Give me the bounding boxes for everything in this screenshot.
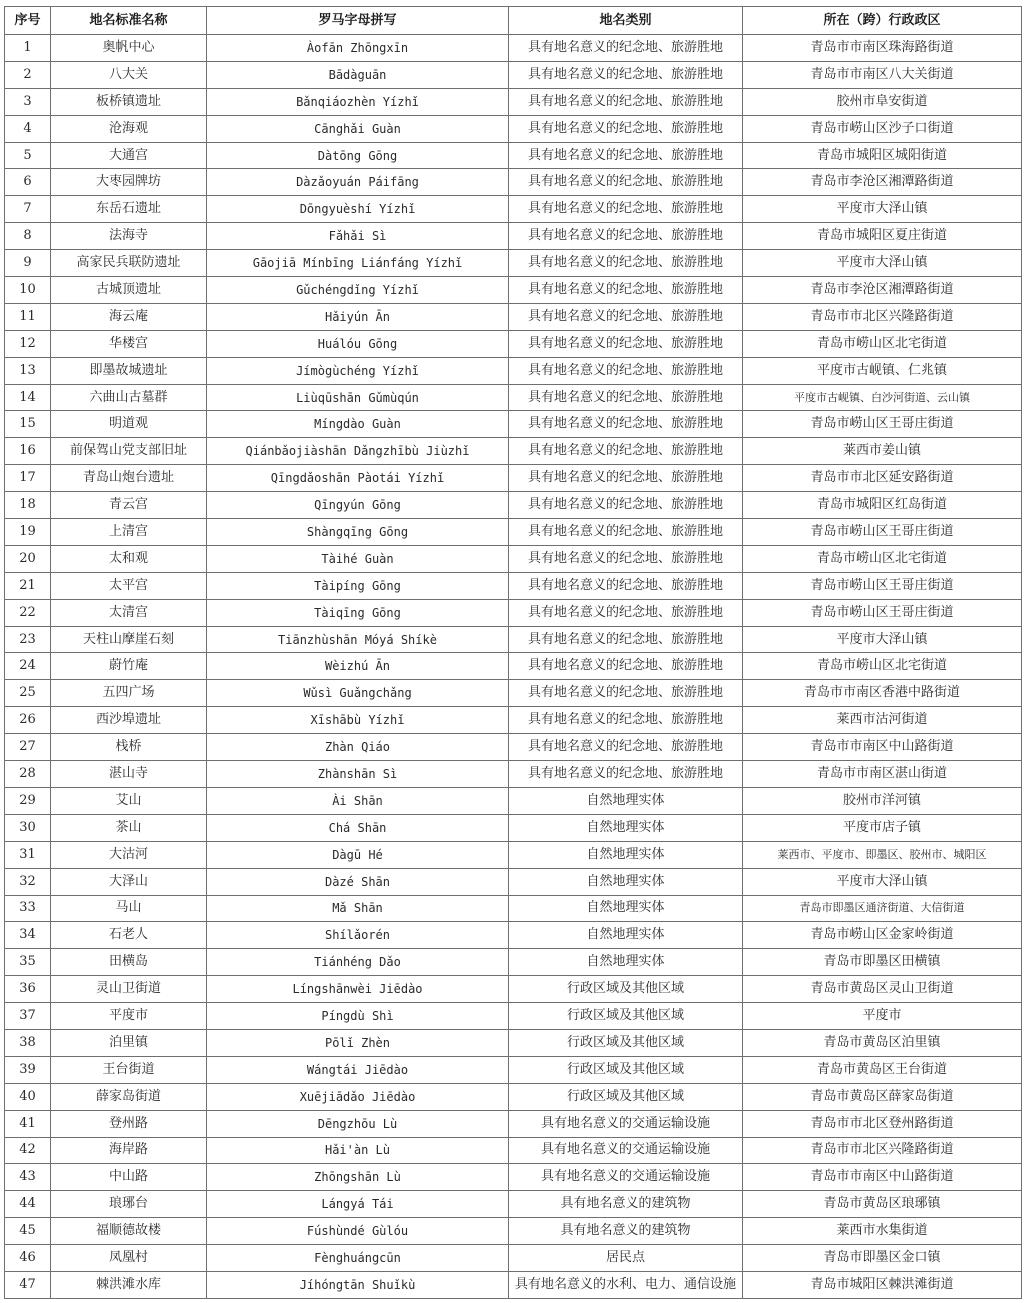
- cell-name: 海云庵: [51, 303, 207, 330]
- header-category: 地名类别: [509, 7, 743, 35]
- cell-category: 具有地名意义的纪念地、旅游胜地: [509, 707, 743, 734]
- cell-name: 王台街道: [51, 1056, 207, 1083]
- cell-category: 行政区域及其他区域: [509, 1029, 743, 1056]
- cell-region: 青岛市黄岛区王台街道: [743, 1056, 1022, 1083]
- cell-region: 青岛市市南区珠海路街道: [743, 35, 1022, 62]
- cell-region: 平度市大泽山镇: [743, 196, 1022, 223]
- table-row: [5, 922, 1022, 949]
- cell-index: 22: [5, 599, 51, 626]
- table-row: [5, 438, 1022, 465]
- cell-roman: Pōlǐ Zhèn: [207, 1029, 509, 1056]
- table-row: [5, 1164, 1022, 1191]
- cell-index: 21: [5, 572, 51, 599]
- table-row: [5, 1110, 1022, 1137]
- cell-roman: Tiánhéng Dǎo: [207, 949, 509, 976]
- cell-region: 青岛市城阳区红岛街道: [743, 492, 1022, 519]
- table-row: [5, 1083, 1022, 1110]
- cell-index: 13: [5, 357, 51, 384]
- table-row: [5, 465, 1022, 492]
- cell-category: 具有地名意义的纪念地、旅游胜地: [509, 680, 743, 707]
- cell-category: 具有地名意义的纪念地、旅游胜地: [509, 761, 743, 788]
- cell-roman: Wángtái Jiēdào: [207, 1056, 509, 1083]
- cell-category: 具有地名意义的纪念地、旅游胜地: [509, 572, 743, 599]
- cell-name: 琅琊台: [51, 1191, 207, 1218]
- cell-name: 栈桥: [51, 734, 207, 761]
- cell-name: 前保驾山党支部旧址: [51, 438, 207, 465]
- table-row: [5, 895, 1022, 922]
- cell-name: 石老人: [51, 922, 207, 949]
- cell-name: 大沽河: [51, 841, 207, 868]
- cell-roman: Qiánbǎojiàshān Dǎngzhībù Jiùzhǐ: [207, 438, 509, 465]
- cell-roman: Lángyá Tái: [207, 1191, 509, 1218]
- cell-region: 平度市大泽山镇: [743, 250, 1022, 277]
- cell-category: 具有地名意义的纪念地、旅游胜地: [509, 223, 743, 250]
- cell-index: 37: [5, 1003, 51, 1030]
- cell-region: 青岛市市北区兴隆路街道: [743, 303, 1022, 330]
- table-row: [5, 115, 1022, 142]
- cell-category: 具有地名意义的纪念地、旅游胜地: [509, 35, 743, 62]
- cell-category: 具有地名意义的纪念地、旅游胜地: [509, 169, 743, 196]
- table-header: [5, 7, 1022, 35]
- cell-name: 法海寺: [51, 223, 207, 250]
- table-row: [5, 61, 1022, 88]
- cell-roman: Jíhóngtān Shuǐkù: [207, 1271, 509, 1298]
- cell-roman: Língshānwèi Jiēdào: [207, 976, 509, 1003]
- cell-name: 板桥镇遗址: [51, 88, 207, 115]
- cell-region: 青岛市崂山区金家岭街道: [743, 922, 1022, 949]
- cell-name: 大通宫: [51, 142, 207, 169]
- cell-roman: Tiānzhùshān Móyá Shíkè: [207, 626, 509, 653]
- cell-index: 19: [5, 519, 51, 546]
- cell-name: 中山路: [51, 1164, 207, 1191]
- cell-name: 太和观: [51, 545, 207, 572]
- cell-name: 棘洪滩水库: [51, 1271, 207, 1298]
- cell-index: 33: [5, 895, 51, 922]
- cell-index: 44: [5, 1191, 51, 1218]
- cell-region: 胶州市洋河镇: [743, 787, 1022, 814]
- cell-name: 东岳石遗址: [51, 196, 207, 223]
- cell-index: 28: [5, 761, 51, 788]
- cell-name: 大枣园牌坊: [51, 169, 207, 196]
- cell-region: 平度市店子镇: [743, 814, 1022, 841]
- header-roman: 罗马字母拼写: [207, 7, 509, 35]
- cell-region: 青岛市黄岛区琅琊镇: [743, 1191, 1022, 1218]
- cell-index: 34: [5, 922, 51, 949]
- cell-name: 青云宫: [51, 492, 207, 519]
- cell-roman: Àofān Zhōngxīn: [207, 35, 509, 62]
- cell-roman: Dōngyuèshí Yízhǐ: [207, 196, 509, 223]
- cell-category: 具有地名意义的纪念地、旅游胜地: [509, 142, 743, 169]
- cell-category: 自然地理实体: [509, 868, 743, 895]
- cell-category: 居民点: [509, 1245, 743, 1272]
- cell-region: 莱西市、平度市、即墨区、胶州市、城阳区: [743, 841, 1022, 868]
- cell-roman: Xuējiādǎo Jiēdào: [207, 1083, 509, 1110]
- cell-name: 上清宫: [51, 519, 207, 546]
- table-row: [5, 35, 1022, 62]
- table-row: [5, 1271, 1022, 1298]
- cell-region: 青岛市市北区登州路街道: [743, 1110, 1022, 1137]
- table-row: [5, 169, 1022, 196]
- cell-name: 田横岛: [51, 949, 207, 976]
- cell-index: 29: [5, 787, 51, 814]
- cell-index: 2: [5, 61, 51, 88]
- cell-name: 福顺德故楼: [51, 1218, 207, 1245]
- cell-name: 奥帆中心: [51, 35, 207, 62]
- cell-category: 具有地名意义的纪念地、旅游胜地: [509, 438, 743, 465]
- cell-roman: Liùqūshān Gǔmùqún: [207, 384, 509, 411]
- cell-region: 青岛市崂山区北宅街道: [743, 653, 1022, 680]
- cell-index: 3: [5, 88, 51, 115]
- cell-category: 具有地名意义的纪念地、旅游胜地: [509, 330, 743, 357]
- cell-index: 45: [5, 1218, 51, 1245]
- cell-category: 具有地名意义的纪念地、旅游胜地: [509, 411, 743, 438]
- cell-index: 46: [5, 1245, 51, 1272]
- cell-category: 具有地名意义的水利、电力、通信设施: [509, 1271, 743, 1298]
- cell-region: 莱西市水集街道: [743, 1218, 1022, 1245]
- cell-index: 12: [5, 330, 51, 357]
- cell-name: 泊里镇: [51, 1029, 207, 1056]
- cell-category: 具有地名意义的纪念地、旅游胜地: [509, 492, 743, 519]
- cell-category: 具有地名意义的纪念地、旅游胜地: [509, 519, 743, 546]
- cell-name: 天柱山摩崖石刻: [51, 626, 207, 653]
- cell-category: 具有地名意义的建筑物: [509, 1218, 743, 1245]
- cell-index: 27: [5, 734, 51, 761]
- cell-category: 行政区域及其他区域: [509, 1083, 743, 1110]
- table-row: [5, 1029, 1022, 1056]
- cell-category: 行政区域及其他区域: [509, 1056, 743, 1083]
- table-row: [5, 868, 1022, 895]
- cell-region: 青岛市市南区湛山街道: [743, 761, 1022, 788]
- cell-region: 青岛市黄岛区薛家岛街道: [743, 1083, 1022, 1110]
- table-row: [5, 303, 1022, 330]
- header-row: [5, 7, 1022, 35]
- table-row: [5, 411, 1022, 438]
- cell-roman: Wèizhú Ān: [207, 653, 509, 680]
- cell-roman: Píngdù Shì: [207, 1003, 509, 1030]
- table-row: [5, 277, 1022, 304]
- table-row: [5, 384, 1022, 411]
- cell-index: 26: [5, 707, 51, 734]
- cell-roman: Dàzǎoyuán Páifāng: [207, 169, 509, 196]
- cell-category: 具有地名意义的纪念地、旅游胜地: [509, 61, 743, 88]
- table-row: [5, 1137, 1022, 1164]
- cell-name: 西沙埠遗址: [51, 707, 207, 734]
- cell-region: 青岛市崂山区王哥庄街道: [743, 519, 1022, 546]
- table-row: [5, 626, 1022, 653]
- cell-roman: Tàipíng Gōng: [207, 572, 509, 599]
- table-row: [5, 330, 1022, 357]
- table-row: [5, 1245, 1022, 1272]
- cell-category: 具有地名意义的纪念地、旅游胜地: [509, 250, 743, 277]
- cell-name: 平度市: [51, 1003, 207, 1030]
- table-row: [5, 88, 1022, 115]
- cell-category: 具有地名意义的纪念地、旅游胜地: [509, 277, 743, 304]
- table-row: [5, 223, 1022, 250]
- cell-category: 行政区域及其他区域: [509, 1003, 743, 1030]
- table-row: [5, 841, 1022, 868]
- table-row: [5, 653, 1022, 680]
- table-row: [5, 599, 1022, 626]
- header-region: 所在（跨）行政政区: [743, 7, 1022, 35]
- cell-name: 登州路: [51, 1110, 207, 1137]
- cell-region: 平度市: [743, 1003, 1022, 1030]
- cell-name: 明道观: [51, 411, 207, 438]
- cell-roman: Míngdào Guàn: [207, 411, 509, 438]
- cell-name: 六曲山古墓群: [51, 384, 207, 411]
- cell-roman: Qīngyún Gōng: [207, 492, 509, 519]
- table-row: [5, 492, 1022, 519]
- table-row: [5, 707, 1022, 734]
- table-row: [5, 734, 1022, 761]
- cell-index: 7: [5, 196, 51, 223]
- cell-region: 青岛市城阳区夏庄街道: [743, 223, 1022, 250]
- cell-category: 自然地理实体: [509, 841, 743, 868]
- cell-region: 青岛市即墨区通济街道、大信街道: [743, 895, 1022, 922]
- table-row: [5, 1003, 1022, 1030]
- cell-index: 14: [5, 384, 51, 411]
- cell-roman: Bādàguān: [207, 61, 509, 88]
- cell-index: 41: [5, 1110, 51, 1137]
- cell-category: 行政区域及其他区域: [509, 976, 743, 1003]
- cell-category: 自然地理实体: [509, 787, 743, 814]
- cell-region: 青岛市崂山区北宅街道: [743, 330, 1022, 357]
- cell-index: 17: [5, 465, 51, 492]
- table-row: [5, 196, 1022, 223]
- cell-index: 11: [5, 303, 51, 330]
- cell-region: 青岛市崂山区北宅街道: [743, 545, 1022, 572]
- header-index: 序号: [5, 7, 51, 35]
- cell-roman: Shílǎorén: [207, 922, 509, 949]
- cell-region: 青岛市崂山区王哥庄街道: [743, 572, 1022, 599]
- cell-category: 具有地名意义的纪念地、旅游胜地: [509, 303, 743, 330]
- cell-name: 湛山寺: [51, 761, 207, 788]
- cell-category: 自然地理实体: [509, 895, 743, 922]
- cell-category: 具有地名意义的交通运输设施: [509, 1164, 743, 1191]
- cell-index: 18: [5, 492, 51, 519]
- cell-category: 具有地名意义的纪念地、旅游胜地: [509, 626, 743, 653]
- cell-category: 自然地理实体: [509, 949, 743, 976]
- cell-name: 沧海观: [51, 115, 207, 142]
- cell-region: 青岛市黄岛区灵山卫街道: [743, 976, 1022, 1003]
- cell-region: 莱西市沽河街道: [743, 707, 1022, 734]
- table-row: [5, 142, 1022, 169]
- cell-region: 青岛市市南区香港中路街道: [743, 680, 1022, 707]
- cell-category: 自然地理实体: [509, 814, 743, 841]
- cell-index: 47: [5, 1271, 51, 1298]
- cell-roman: Zhàn Qiáo: [207, 734, 509, 761]
- cell-index: 20: [5, 545, 51, 572]
- table-row: [5, 1218, 1022, 1245]
- cell-region: 青岛市市南区中山路街道: [743, 1164, 1022, 1191]
- cell-category: 具有地名意义的纪念地、旅游胜地: [509, 88, 743, 115]
- cell-name: 八大关: [51, 61, 207, 88]
- table-row: [5, 519, 1022, 546]
- table-body: [5, 35, 1022, 1299]
- cell-category: 具有地名意义的纪念地、旅游胜地: [509, 545, 743, 572]
- cell-index: 10: [5, 277, 51, 304]
- cell-roman: Zhōngshān Lù: [207, 1164, 509, 1191]
- cell-region: 青岛市崂山区沙子口街道: [743, 115, 1022, 142]
- cell-name: 艾山: [51, 787, 207, 814]
- table-row: [5, 680, 1022, 707]
- cell-category: 具有地名意义的交通运输设施: [509, 1110, 743, 1137]
- table-row: [5, 814, 1022, 841]
- cell-name: 五四广场: [51, 680, 207, 707]
- cell-index: 42: [5, 1137, 51, 1164]
- cell-category: 具有地名意义的纪念地、旅游胜地: [509, 384, 743, 411]
- table-row: [5, 949, 1022, 976]
- cell-name: 古城顶遗址: [51, 277, 207, 304]
- table-row: [5, 357, 1022, 384]
- cell-region: 青岛市黄岛区泊里镇: [743, 1029, 1022, 1056]
- cell-category: 具有地名意义的建筑物: [509, 1191, 743, 1218]
- cell-name: 华楼宫: [51, 330, 207, 357]
- table-row: [5, 787, 1022, 814]
- cell-roman: Hǎi'àn Lù: [207, 1137, 509, 1164]
- cell-region: 青岛市市北区延安路街道: [743, 465, 1022, 492]
- cell-roman: Cānghǎi Guàn: [207, 115, 509, 142]
- cell-roman: Chá Shān: [207, 814, 509, 841]
- cell-region: 平度市大泽山镇: [743, 868, 1022, 895]
- cell-roman: Xīshābù Yízhǐ: [207, 707, 509, 734]
- cell-region: 莱西市姜山镇: [743, 438, 1022, 465]
- cell-name: 即墨故城遗址: [51, 357, 207, 384]
- cell-index: 8: [5, 223, 51, 250]
- cell-roman: Fǎhǎi Sì: [207, 223, 509, 250]
- table-row: [5, 976, 1022, 1003]
- cell-roman: Gǔchéngdǐng Yízhǐ: [207, 277, 509, 304]
- table-row: [5, 761, 1022, 788]
- cell-region: 平度市古岘镇、白沙河街道、云山镇: [743, 384, 1022, 411]
- cell-name: 海岸路: [51, 1137, 207, 1164]
- cell-index: 5: [5, 142, 51, 169]
- cell-index: 16: [5, 438, 51, 465]
- cell-category: 具有地名意义的纪念地、旅游胜地: [509, 465, 743, 492]
- cell-roman: Dēngzhōu Lù: [207, 1110, 509, 1137]
- cell-roman: Shàngqīng Gōng: [207, 519, 509, 546]
- cell-index: 40: [5, 1083, 51, 1110]
- cell-region: 青岛市即墨区金口镇: [743, 1245, 1022, 1272]
- cell-index: 38: [5, 1029, 51, 1056]
- cell-roman: Gāojiā Mínbīng Liánfáng Yízhǐ: [207, 250, 509, 277]
- cell-roman: Qīngdǎoshān Pàotái Yízhǐ: [207, 465, 509, 492]
- cell-roman: Ài Shān: [207, 787, 509, 814]
- cell-index: 23: [5, 626, 51, 653]
- cell-name: 茶山: [51, 814, 207, 841]
- cell-region: 青岛市市南区中山路街道: [743, 734, 1022, 761]
- cell-region: 青岛市崂山区王哥庄街道: [743, 599, 1022, 626]
- table-row: [5, 250, 1022, 277]
- cell-roman: Tàiqīng Gōng: [207, 599, 509, 626]
- cell-region: 青岛市即墨区田横镇: [743, 949, 1022, 976]
- cell-category: 具有地名意义的纪念地、旅游胜地: [509, 115, 743, 142]
- cell-index: 31: [5, 841, 51, 868]
- cell-region: 青岛市市北区兴隆路街道: [743, 1137, 1022, 1164]
- cell-region: 青岛市李沧区湘潭路街道: [743, 169, 1022, 196]
- cell-name: 凤凰村: [51, 1245, 207, 1272]
- cell-category: 具有地名意义的纪念地、旅游胜地: [509, 653, 743, 680]
- cell-region: 青岛市市南区八大关街道: [743, 61, 1022, 88]
- cell-name: 大泽山: [51, 868, 207, 895]
- cell-roman: Hǎiyún Ān: [207, 303, 509, 330]
- cell-name: 灵山卫街道: [51, 976, 207, 1003]
- cell-region: 平度市古岘镇、仁兆镇: [743, 357, 1022, 384]
- cell-index: 39: [5, 1056, 51, 1083]
- cell-roman: Fúshùndé Gùlóu: [207, 1218, 509, 1245]
- cell-category: 具有地名意义的纪念地、旅游胜地: [509, 196, 743, 223]
- cell-category: 具有地名意义的交通运输设施: [509, 1137, 743, 1164]
- table-row: [5, 545, 1022, 572]
- cell-roman: Huálóu Gōng: [207, 330, 509, 357]
- table-row: [5, 1191, 1022, 1218]
- cell-name: 青岛山炮台遗址: [51, 465, 207, 492]
- cell-index: 9: [5, 250, 51, 277]
- cell-index: 25: [5, 680, 51, 707]
- cell-region: 青岛市城阳区棘洪滩街道: [743, 1271, 1022, 1298]
- table-row: [5, 572, 1022, 599]
- cell-index: 15: [5, 411, 51, 438]
- cell-index: 36: [5, 976, 51, 1003]
- table-row: [5, 1056, 1022, 1083]
- cell-region: 胶州市阜安街道: [743, 88, 1022, 115]
- cell-region: 青岛市城阳区城阳街道: [743, 142, 1022, 169]
- cell-roman: Dàzé Shān: [207, 868, 509, 895]
- cell-roman: Dàgū Hé: [207, 841, 509, 868]
- cell-index: 1: [5, 35, 51, 62]
- cell-index: 30: [5, 814, 51, 841]
- cell-roman: Jímògùchéng Yízhǐ: [207, 357, 509, 384]
- header-name: 地名标准名称: [51, 7, 207, 35]
- cell-category: 具有地名意义的纪念地、旅游胜地: [509, 734, 743, 761]
- cell-index: 32: [5, 868, 51, 895]
- cell-category: 具有地名意义的纪念地、旅游胜地: [509, 599, 743, 626]
- cell-roman: Dàtōng Gōng: [207, 142, 509, 169]
- cell-roman: Fènghuángcūn: [207, 1245, 509, 1272]
- place-names-table: [4, 6, 1022, 1299]
- cell-region: 青岛市崂山区王哥庄街道: [743, 411, 1022, 438]
- cell-index: 43: [5, 1164, 51, 1191]
- cell-name: 高家民兵联防遗址: [51, 250, 207, 277]
- cell-name: 太清宫: [51, 599, 207, 626]
- cell-roman: Mǎ Shān: [207, 895, 509, 922]
- cell-index: 6: [5, 169, 51, 196]
- cell-roman: Tàihé Guàn: [207, 545, 509, 572]
- cell-region: 青岛市李沧区湘潭路街道: [743, 277, 1022, 304]
- cell-name: 太平宫: [51, 572, 207, 599]
- cell-name: 蔚竹庵: [51, 653, 207, 680]
- cell-index: 24: [5, 653, 51, 680]
- cell-index: 4: [5, 115, 51, 142]
- cell-roman: Zhànshān Sì: [207, 761, 509, 788]
- cell-category: 具有地名意义的纪念地、旅游胜地: [509, 357, 743, 384]
- cell-name: 薛家岛街道: [51, 1083, 207, 1110]
- cell-index: 35: [5, 949, 51, 976]
- cell-roman: Bǎnqiáozhèn Yízhǐ: [207, 88, 509, 115]
- cell-region: 平度市大泽山镇: [743, 626, 1022, 653]
- cell-category: 自然地理实体: [509, 922, 743, 949]
- cell-name: 马山: [51, 895, 207, 922]
- cell-roman: Wǔsì Guǎngchǎng: [207, 680, 509, 707]
